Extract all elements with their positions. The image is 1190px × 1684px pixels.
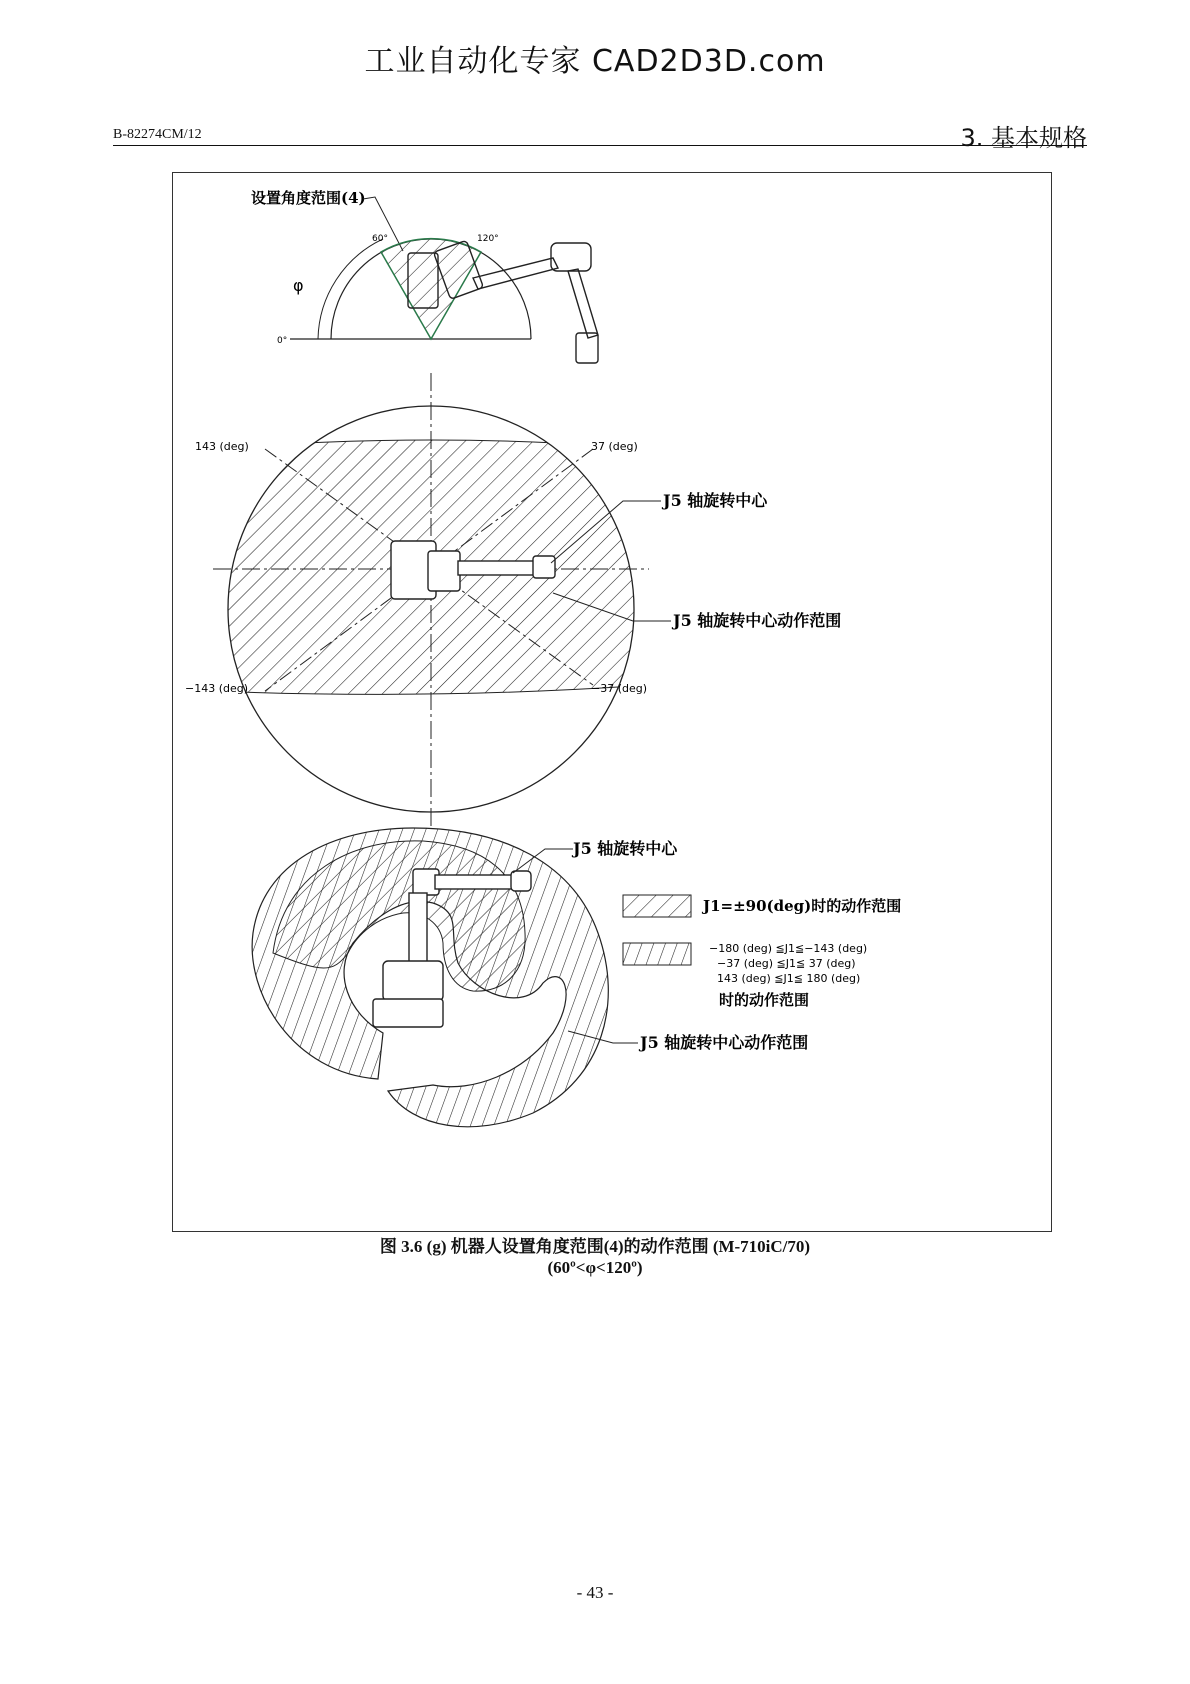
legend-item1: J1=±90(deg)时的动作范围 xyxy=(703,897,902,915)
callout-j5-center-bottom: J5 轴旋转中心 xyxy=(573,839,678,858)
phi-arc xyxy=(318,239,383,339)
callout-j5-range: J5 轴旋转中心动作范围 xyxy=(673,611,842,630)
legend-swatch-diag xyxy=(623,895,691,917)
legend xyxy=(623,895,901,1009)
document-code: B-82274CM/12 xyxy=(113,127,202,142)
figure-frame xyxy=(172,172,1052,1232)
header-rule xyxy=(113,145,1087,146)
setup-angle-view xyxy=(251,189,598,363)
legend-item2-line1: −180 (deg) ≦J1≦−143 (deg) xyxy=(709,942,868,955)
legend-swatch-steep xyxy=(623,943,691,965)
setup-angle-title: 设置角度范围(4) xyxy=(251,189,366,207)
section-title: 3. 基本规格 xyxy=(960,124,1087,152)
callout-j5-range-bottom: J5 轴旋转中心动作范围 xyxy=(640,1033,809,1052)
callout-j5-center: J5 轴旋转中心 xyxy=(663,491,768,510)
angle-label-60: 60° xyxy=(372,234,388,244)
middle-range-view xyxy=(185,373,841,828)
phi-symbol: φ xyxy=(293,276,304,295)
label-neg37-deg: −37 (deg) xyxy=(591,682,648,695)
legend-item2-line2: −37 (deg) ≦J1≦ 37 (deg) xyxy=(717,957,856,970)
label-143-deg: 143 (deg) xyxy=(195,440,249,453)
angle-label-0: 0° xyxy=(277,336,288,346)
figure-caption-range: (60º<φ<120º) xyxy=(547,1258,643,1277)
watermark-text: 工业自动化专家 CAD2D3D.com xyxy=(364,44,826,79)
label-neg143-deg: −143 (deg) xyxy=(185,682,249,695)
legend-item2-line4: 时的动作范围 xyxy=(719,991,810,1009)
angle-label-120: 120° xyxy=(477,234,499,244)
bottom-range-view xyxy=(252,828,901,1127)
robot-motion-range-figure xyxy=(173,173,1051,1231)
legend-item2-line3: 143 (deg) ≦J1≦ 180 (deg) xyxy=(717,972,861,985)
page-number: - 43 - xyxy=(576,1583,614,1602)
label-37-deg: 37 (deg) xyxy=(591,440,638,453)
figure-caption: 图 3.6 (g) 机器人设置角度范围(4)的动作范围 (M-710iC/70) xyxy=(379,1237,811,1256)
